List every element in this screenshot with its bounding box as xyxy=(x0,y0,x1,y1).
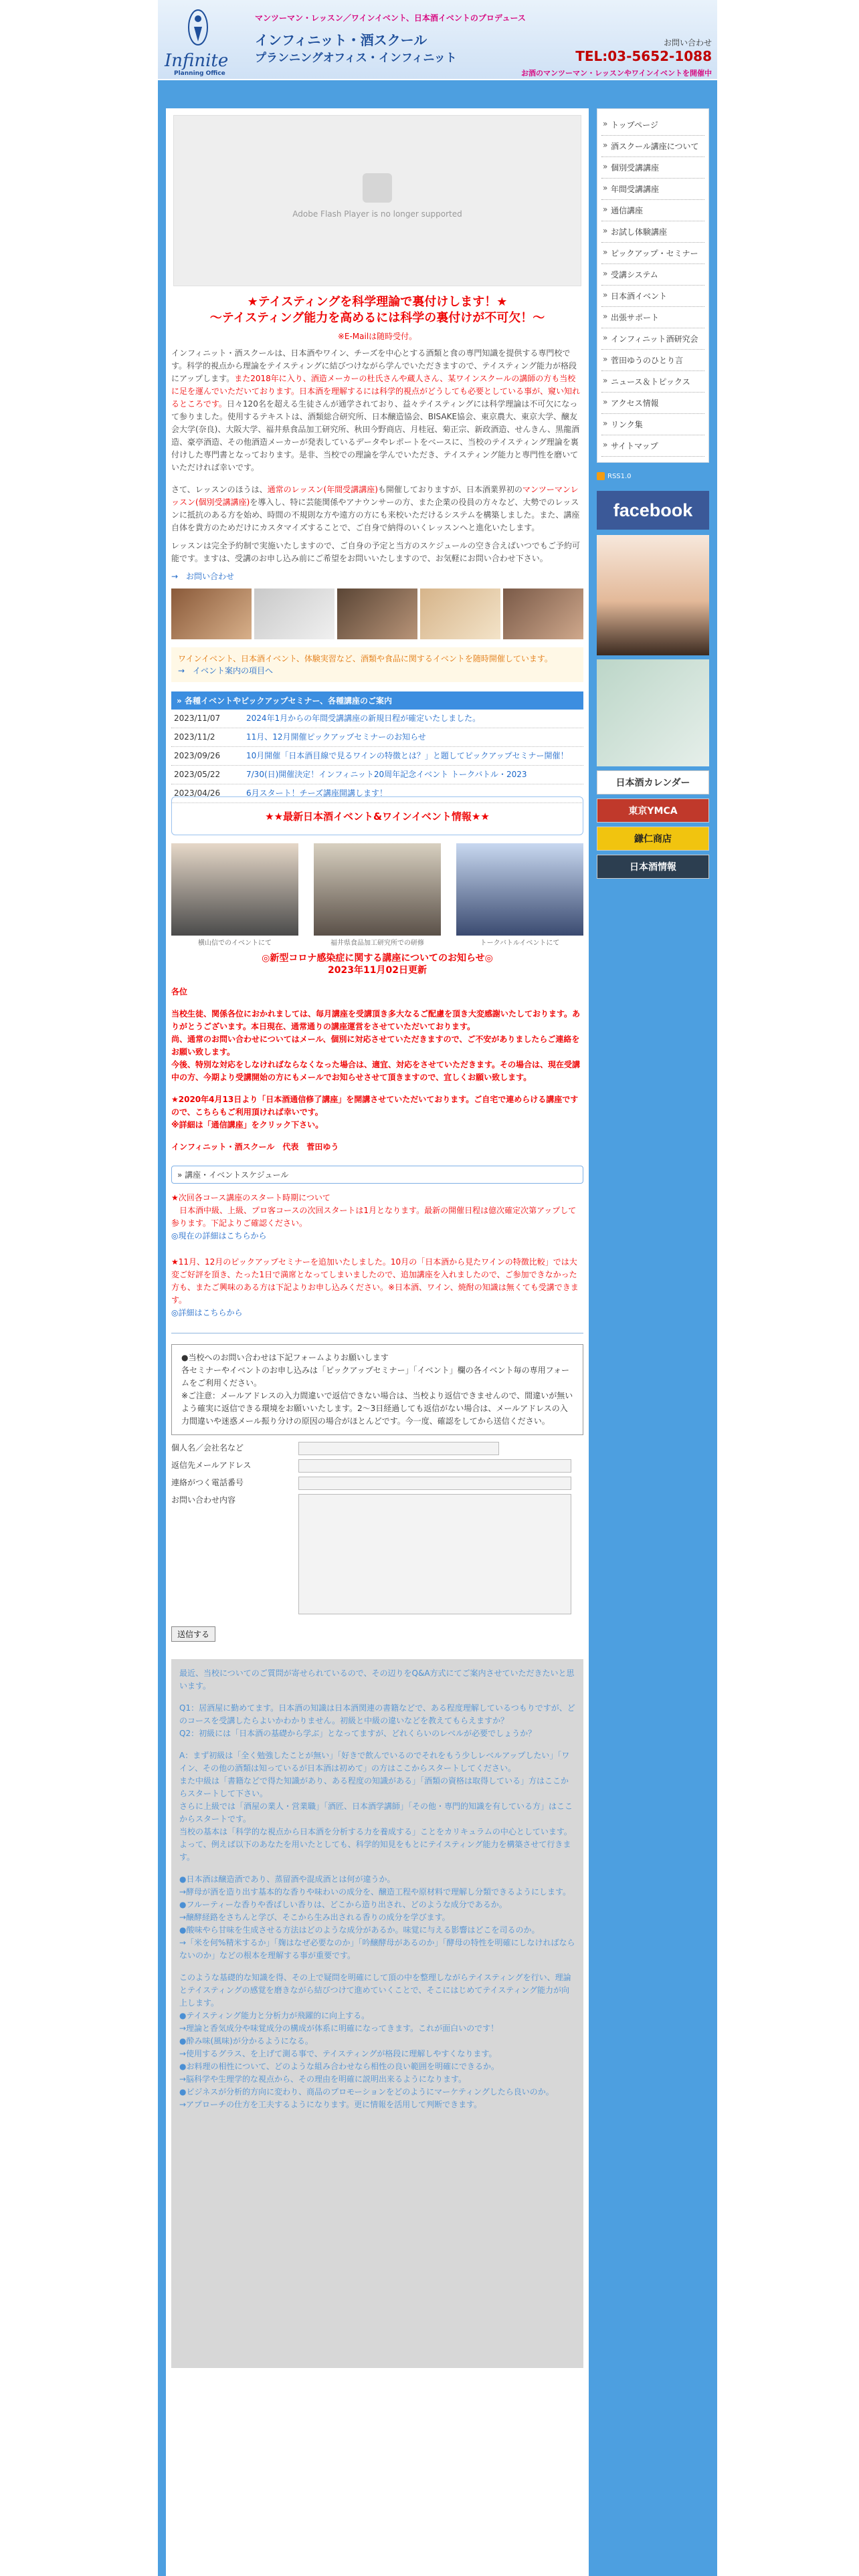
private-lesson-link[interactable]: マンツーマンレッスン(個別受講講座) xyxy=(171,485,579,507)
flash-message: Adobe Flash Player is no longer supported xyxy=(292,209,462,219)
intro-contact-link[interactable]: → お問い合わせ xyxy=(171,572,235,581)
site-logo[interactable] xyxy=(165,5,238,76)
email-label: 返信先メールアドレス xyxy=(171,1461,252,1470)
name-label: 個人名／会社名など xyxy=(171,1443,244,1453)
intro-p2-text-b: も開催しておりますが、日本酒業界初の xyxy=(377,485,522,494)
event-photo-caption: 横山信でのイベントにて xyxy=(198,940,272,947)
submit-button[interactable]: 送信する xyxy=(171,1626,215,1642)
event-photo-card[interactable] xyxy=(171,843,298,947)
event-photo-caption: トークバトルイベントにて xyxy=(480,940,560,947)
sidebar-menu-item[interactable]: » サイトマップ xyxy=(601,435,704,457)
schedule-item-1: ★次回各コース講座のスタート時期について 日本酒中級、上級、プロ客コースの次回スタートは1月となります。最新の開催日程は億次確定次第アップして参ります。下記よりご確認ください。 xyxy=(171,1193,577,1228)
news-row[interactable] xyxy=(171,766,583,784)
sidebar-menu-item[interactable]: » アクセス情報 xyxy=(601,393,704,414)
sidebar-menu-item[interactable]: » インフィニット酒研究会 xyxy=(601,328,704,350)
contact-notice-box xyxy=(171,1344,583,1435)
lesson-photo xyxy=(171,588,252,639)
email-note: ※E-Mailは随時受付。 xyxy=(337,332,417,341)
event-photo-caption: 福井県食品加工研究所での研修 xyxy=(330,940,424,947)
news-heading: » 各種イベントやピックアップセミナー、各種講座のご案内 xyxy=(171,691,583,710)
qa-paragraph: 最近、当校についてのご質問が寄せられているので、その辺りをQ&A方式にてご案内させていただきたいと思います。 xyxy=(179,1669,575,1691)
sidebar-menu-item[interactable]: » ピックアップ・セミナー xyxy=(601,243,704,264)
sidebar-menu-item[interactable]: » 菅田ゆうのひとり言 xyxy=(601,350,704,371)
flash-placeholder xyxy=(173,115,581,286)
event-info-heading: ★★最新日本酒イベント&ワインイベント情報★★ xyxy=(265,810,490,823)
event-photo-card[interactable] xyxy=(314,843,441,947)
covid-paragraph: 今後、特別な対応をしなければならなくなった場合は、適宜、対応をさせていただきます。その場合は、現在受講中の方、今期より受講開始の方にもメールでお知らせさせて頂きますので、宜しくお願い致します。 xyxy=(171,1060,581,1082)
covid-paragraph[interactable]: ※詳細は「通信講座」をクリック下さい。 xyxy=(171,1120,324,1130)
news-date: 2023/11/07 xyxy=(174,714,221,723)
covid-paragraph: 当校生徒、関係各位におかれましては、毎月講座を受講頂き多大なるご配慮を頂き大変感謝いたしております。ありがとうございます。本日現在、通常通りの講座運営をさせていただいております。 xyxy=(171,1009,581,1031)
event-photos xyxy=(171,843,583,947)
schedule-detail-link-2[interactable]: ◎詳細はこちらから xyxy=(171,1308,243,1317)
book-cover-image[interactable] xyxy=(597,659,709,766)
facebook-banner[interactable] xyxy=(597,491,709,530)
header-message: お酒のマンツーマン・レッスンやワインイベントを開催中 xyxy=(520,69,712,78)
qa-paragraph: このような基礎的な知識を得、その上で疑問を明確にして頂の中を整理しながらテイスティングを行い、理論とテイスティングの感覚を磨きながら結びつけて進めていくことで、そこにはじめてテイスティング能力が向上します。 ●テイスティング能力と分析力が飛躍的に向上する。 →理論と香気成分や味覚成分の構成が体系に明確になってきます。これが面白いのです！ ●酔み味(風味)が分かるようになる。 →使用するグラス、を上げて測る事で、テイスティングが格段に理解しやすくなります。 ●お料理の相性について、どのような組み合わせなら相性の良い範囲を明確にできるか。 →脳科学や生理学的な視点から、その理由を明確に説明出来るようになります。 ●ビジネスが分析的方向に変わり、商品のプロモーションをどのようにマーケティングしたら良いのか。 →アプローチの仕方を工夫するようになります。更に情報を活用して判断できます。 xyxy=(179,1973,571,2109)
logo-word: Infinite xyxy=(165,51,229,71)
sidebar-menu xyxy=(597,108,709,463)
facebook-label: facebook xyxy=(613,500,693,520)
news-title-link[interactable]: 2024年1月からの年間受講講座の新規日程が確定いたしました。 xyxy=(246,714,481,723)
header-contact-label[interactable]: お問い合わせ xyxy=(663,38,712,47)
header-phone: TEL:03-5652-1088 xyxy=(575,48,712,64)
event-photo xyxy=(171,843,298,936)
covid-signature: インフィニット・酒スクール 代表 菅田ゆう xyxy=(171,1142,339,1152)
intro-section xyxy=(166,294,589,583)
sidebar-menu-item[interactable]: » トップページ xyxy=(601,114,704,136)
intro-paragraph-3: レッスンは完全予約制で実施いたしますので、ご自身の予定と当方のスケジュールの空き合えばいつでもご予約可能です。ますは、受講のお申し込み前にご希望をお問いいたしますので、お気軽にお問い合わせ下さい。 xyxy=(171,541,580,563)
covid-paragraph: 尚、通常のお問い合わせについてはメール、個別に対応させていただきますので、ご不安がありましたらご連絡をお願い致します。 xyxy=(171,1035,580,1057)
intro-paragraph-2 xyxy=(171,484,583,534)
news-date: 2023/04/26 xyxy=(174,788,221,798)
covid-greeting: 各位 xyxy=(171,987,188,996)
covid-paragraph: ★2020年4月13日より「日本酒通信修了講座」を開講させていただいております。ご自宅で連めらける講座ですので、こちらもご利用頂ければ幸いです。 xyxy=(171,1095,579,1117)
form-row xyxy=(171,1494,583,1614)
intro-p2-text-a: さて、レッスンのほうは、 xyxy=(171,485,268,494)
rss-label: RSS1.0 xyxy=(607,472,632,480)
qa-paragraph: A：まず初級は「全く勉強したことが無い」「好きで飲んでいるのでそれをもう少しレベルアップしたい」「ワイン、その他の酒類は知っているが日本酒は初めて」の方はここからスタートしてください。 また中級は「書籍などで得た知識があり、ある程度の知識がある」「酒類の資格は取得している」方はここからスタートして下さい。 さらに上級では「酒屋の業人・営業職」「酒匠、日本酒学講師」「その他・専門的知識を有している方」はここからスタートです。 当校の基本は「科学的な視点から日本酒を分析する力を養成する」ことをカリキュラムの中心としています。 よって、例えば以下のあなたを用いたとしても、科学的知見をもとにテイスティング能力を構築させて行きます。 xyxy=(179,1751,573,1862)
news-list[interactable] xyxy=(171,710,583,798)
sidebar-menu-item[interactable]: » 出張サポート xyxy=(601,307,704,328)
news-title-link[interactable]: 6月スタート！チーズ講座開講します！ xyxy=(246,788,388,798)
schedule-heading: » 講座・イベントスケジュール xyxy=(171,1166,583,1184)
sidebar-menu-item[interactable]: » 個別受講講座 xyxy=(601,157,704,179)
sidebar-menu-item[interactable]: » 通信講座 xyxy=(601,200,704,221)
event-photo-card[interactable] xyxy=(456,843,583,947)
sidebar-menu-item[interactable]: » 年間受講講座 xyxy=(601,179,704,200)
banner-label: 日本酒情報 xyxy=(630,862,676,873)
covid-notice-body xyxy=(171,986,583,1154)
sake-calendar-banner[interactable] xyxy=(597,770,709,794)
ymca-banner[interactable] xyxy=(597,798,709,823)
rss-link[interactable] xyxy=(597,472,709,480)
banner-label: 鎌仁商店 xyxy=(634,834,672,845)
header-tagline: マンツーマン・レッスン／ワインイベント、日本酒イベントのプロデュース xyxy=(255,13,526,23)
news-date: 2023/09/26 xyxy=(174,751,221,760)
email-input[interactable] xyxy=(298,1459,571,1473)
phone-input[interactable] xyxy=(298,1477,571,1490)
schedule-detail-link-1[interactable]: ◎現在の詳細はこちらから xyxy=(171,1231,267,1241)
contact-notice-line: ●当校へのお問い合わせは下記フォームよりお願いします xyxy=(181,1353,389,1362)
intro-title-line2: ～テイスティング能力を高めるには科学の裏付けが不可欠！～ xyxy=(209,311,545,325)
schedule-item-2: ★11月、12月のピックアップセミナーを追加いたしました。10月の「日本酒から見たワインの特徴比較」では大変ご好評を頂き、たった1日で満席となってしまいましたので、追加講座を入れましたので、ご参加できなかった方も、またご興味のある方は下記よりお申し込みください。※日本酒、ワイン、焼酎の知識は無くても受講できます。 xyxy=(171,1257,579,1305)
lesson-photo-strip xyxy=(171,588,583,639)
plugin-puzzle-icon xyxy=(363,173,392,203)
phone-label: 連絡がつく電話番号 xyxy=(171,1478,244,1487)
contact-form xyxy=(171,1442,583,1614)
contact-notice-line: ※ご注意：メールアドレスの入力間違いで返信できない場合は、当校より返信できませんので、間違いが無いよう確実に返信できる環境をお願いいたします。2〜3日経過しても返信がない場合は、メールアドレスの入力間違いや迷惑メール振り分けの原因の場合がほとんどです。今一度、確認をしてから送信ください。 xyxy=(181,1391,573,1426)
lesson-photo xyxy=(337,588,417,639)
news-heading-label: 各種イベントやピックアップセミナー、各種講座のご案内 xyxy=(184,696,393,706)
logo-subtitle: Planning Office xyxy=(174,70,225,77)
news-date: 2023/11/2 xyxy=(174,732,215,742)
news-date: 2023/05/22 xyxy=(174,770,221,779)
schedule-section xyxy=(171,1192,583,1319)
content-label: お問い合わせ内容 xyxy=(171,1495,236,1505)
intro-p2-text-c: を導入し、特に芸能関係やアナウンサーの方、また企業の役員の方々など、大勢でのレッスンに抵抗のある方を始め、時間の不規則な方や遠方の方にも来校いただけるシステムを構築しました。また、講座自体を貴方のためだけにカスタマイズすることで、ご自身で納得のいくレッスンへと進化いたします。 xyxy=(171,498,580,532)
banner-label: 日本酒カレンダー xyxy=(615,778,690,788)
form-row xyxy=(171,1459,583,1473)
covid-notice-title: ◎新型コロナ感染症に関する講座についてのお知らせ◎ xyxy=(262,953,493,964)
sidebar-menu-item[interactable]: » お試し体験講座 xyxy=(601,221,704,243)
site-container xyxy=(158,0,717,2576)
qa-paragraph: ●日本酒は醸造酒であり、蒸留酒や混成酒とは何が違うか。 →酵母が酒を造り出す基本的な香りや味わいの成分を、醸造工程や原材料で理解し分類できるようにします。 ●フルーティーな香りや香ばしい香りは、どこから造り出され、どのような成分であるか。 →醸酵経路をさちんと学び、そこから生み出される香りの成分を学びます。 ●酸味やら甘味を生成させる方法はどのような成分があるか。味覚に与える影響はどこを司るのか。 →「米を何%精米するか」「麹はなぜ必要なのか」「吟醸酵母があるのか」「酵母の特性を明確にしなければならないのか」などの根本を理解する事が重要です。 xyxy=(179,1874,575,1960)
kamanishi-banner[interactable] xyxy=(597,827,709,851)
form-row xyxy=(171,1442,583,1455)
office-name: プランニングオフィス・インフィニット xyxy=(255,51,457,65)
site-header xyxy=(158,0,717,80)
covid-notice-updated: 2023年11月02日更新 xyxy=(328,965,427,976)
event-info-heading-box xyxy=(171,796,583,835)
sidebar-menu-item[interactable]: » 日本酒イベント xyxy=(601,286,704,307)
event-guide-link[interactable]: → イベント案内の項目へ xyxy=(178,666,274,675)
sidebar-menu-item[interactable]: » 受講システム xyxy=(601,264,704,286)
inquiry-textarea[interactable] xyxy=(298,1494,571,1614)
intro-p1-text-a: インフィニット・酒スクールは、日本酒やワイン、チーズを中心とする酒類と食の専門知識を提供する専門校です。科学的視点から理論をテイスティングに結びつけながら学んでいただきますので、テイスティング能力が格段にアップします。 xyxy=(171,348,577,383)
banner-label: 東京YMCA xyxy=(628,806,678,817)
lesson-photo xyxy=(420,588,500,639)
news-title-link[interactable]: 11月、12月開催ピックアップセミナーのお知らせ xyxy=(246,732,426,742)
news-row[interactable] xyxy=(171,747,583,766)
event-info-text: ワインイベント、日本酒イベント、体験実習など、酒類や食品に関するイベントを随時開催しています。 xyxy=(178,654,553,663)
news-title-link[interactable]: 10月開催「日本酒目線で見るワインの特徴とは？」と題してピックアップセミナー開催！ xyxy=(246,751,569,760)
news-title-link[interactable]: 7/30(日)開催決定！インフィニット20周年記念イベント トークバトル・2023 xyxy=(246,770,527,779)
intro-paragraph-1 xyxy=(171,347,583,474)
school-name: インフィニット・酒スクール xyxy=(255,32,427,48)
regular-lesson-link[interactable]: 通常のレッスン(年間受講講座) xyxy=(267,485,378,494)
schedule-heading-label: 講座・イベントスケジュール xyxy=(185,1170,289,1180)
intro-p1-text-b: 日々120名を超える生徒さんが通学されており、益々テイスティングには科学理論は不可欠になって参りました。使用するテキストは、酒類総合研究所、日本醸造協会、BISAKE協会、東京農大、東京大学、醸友会大学(奈良)、大阪大学、福井県食品加工研究所、秋田今野商店、月桂冠、菊正宗、新政酒造、せんきん、黒龍酒造、豪亭酒造、その他酒造メーカーが発表しているデータやレポートをベースに、当校のテイスティング理論を裏付けした専門書となっております。是非、当校での理論を学んでいただき、テイスティング能力と専門性を磨いていただければ幸いです。 xyxy=(171,399,580,472)
intro-title-line1: ★テイスティングを科学理論で裏付けします！★ xyxy=(247,295,508,309)
lesson-photo xyxy=(254,588,335,639)
logo-emblem-icon xyxy=(185,7,211,48)
event-photo xyxy=(314,843,441,936)
contact-notice-line: 各セミナーやイベントのお申し込みは「ピックアップセミナー」「イベント」欄の各イベント毎の専用フォームをご利用ください。 xyxy=(181,1366,569,1388)
sidebar-menu-item[interactable]: » リンク集 xyxy=(601,414,704,435)
name-input[interactable] xyxy=(298,1442,499,1455)
main-content xyxy=(166,108,589,2576)
sidebar-menu-item[interactable]: » 酒スクール講座について xyxy=(601,136,704,157)
intro-p1-text-red: また2018年に入り、酒造メーカーの杜氏さんや蔵人さん、某ワインスクールの講師の方も当校に足を運んでいただいております。日本酒を理解するには科学的視点がどうしても必要としている事が、窺い知れるところです。 xyxy=(171,374,581,409)
sake-info-banner[interactable] xyxy=(597,855,709,879)
event-info-box xyxy=(171,647,583,682)
sidebar-menu-item[interactable]: » ニュース＆トピックス xyxy=(601,371,704,393)
event-photo xyxy=(456,843,583,936)
instructor-portrait xyxy=(597,535,709,655)
sidebar xyxy=(597,108,709,879)
qa-section xyxy=(171,1659,583,2368)
qa-paragraph: Q1：居酒屋に勤めてます。日本酒の知識は日本酒関連の書籍などで、ある程度理解しているつもりですが、どのコースを受講したらよいかわかりません。初級と中級の違いなどを教えてもらえますか？ Q2：初級には「日本酒の基礎から学ぶ」となってますが、どれくらいのレベルが必要でしょうか？ xyxy=(179,1703,575,1738)
rss-icon xyxy=(597,472,605,480)
form-row xyxy=(171,1477,583,1490)
news-row[interactable] xyxy=(171,710,583,728)
news-row[interactable] xyxy=(171,728,583,747)
lesson-photo xyxy=(503,588,583,639)
